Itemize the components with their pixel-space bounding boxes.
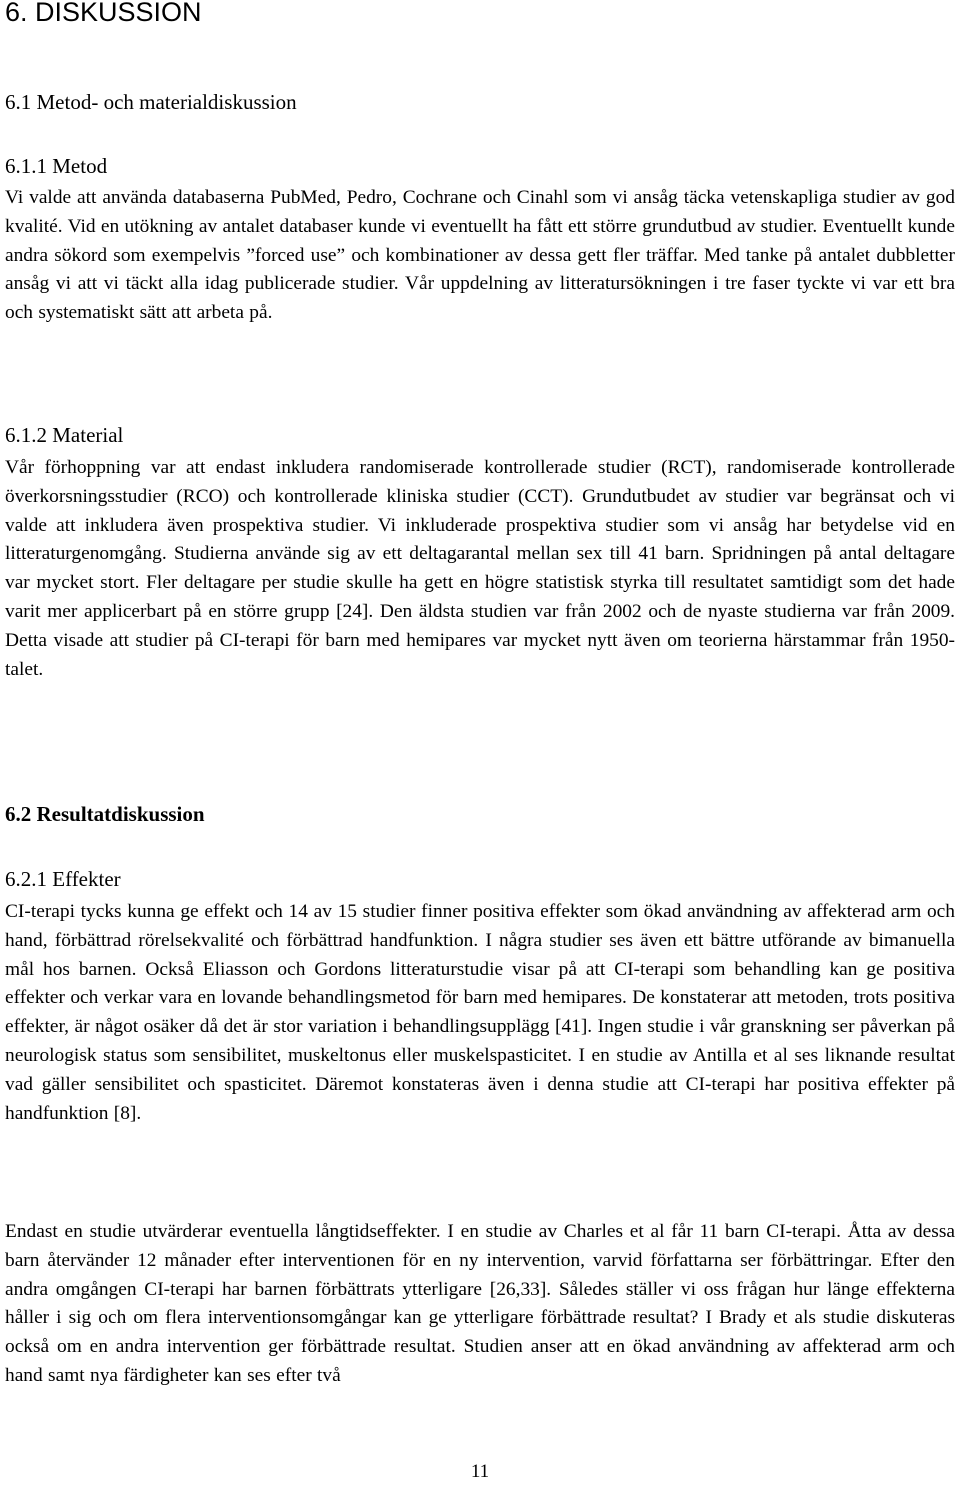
paragraph-effekter-1: CI-terapi tycks kunna ge effekt och 14 av 15 studier finner positiva effekter som ökad användning av affekterad arm och hand, förbättrad rörelsekvalité och förbättrad handfunktion. I några studier ses även ett bättre utförande av bimanuella mål hos barnen. Också Eliasson och Gordons litteraturstudie visar på att CI-terapi som behandling kan ge positiva effekter och verkar vara en lovande behandlingsmetod för barn med hemipares. De konstaterar att metoden, trots positiva effekter, är något osäker då det är stor variation i behandlingsupplägg [41]. Ingen studie i vår granskning ser påverkan på neurologisk status som sensibilitet, muskeltonus eller muskelspasticitet. I en studie av Antilla et al ses liknande resultat vad gäller sensibilitet och spasticitet. Däremot konstateras även i denna studie att CI-terapi har positiva effekter på handfunktion [8]. (5, 901, 955, 1124)
paragraph-material: Vår förhoppning var att endast inkludera randomiserade kontrollerade studier (RCT), randomiserade kontrollerade överkorsningsstudier (RCO) och kontrollerade kliniska studier (CCT). Grundutbudet av studier var begränsat och vi valde att inkludera även prospektiva studier. Vi inkluderade prospektiva studier som vi ansåg har betydelse vid en litteraturgenomgång. Studierna använde sig av ett deltagarantal mellan sex till 41 barn. Spridningen på antal deltagare var mycket stort. Fler deltagare per studie skulle ha gett en högre statistisk styrka till resultatet samtidigt som det hade varit mer applicerbart på en större grupp [24]. Den äldsta studien var från 2002 och de nyaste studierna var från 2009. Detta visade att studier på CI-terapi för barn med hemipares var mycket nytt även om teorierna härstammar från 1950-talet. (5, 457, 955, 680)
chapter-title: 6. DISKUSSION (5, 0, 202, 27)
paragraph-effekter-2: Endast en studie utvärderar eventuella långtidseffekter. I en studie av Charles et al får 11 barn CI-terapi. Åtta av dessa barn återvänder 12 månader efter interventionen för en ny intervention, varvid författarna ser förbättringar. Efter den andra omgången CI-terapi har barnen förbättrats ytterligare [26,33]. Således ställer vi oss frågan hur länge effekterna håller i sig och om flera interventionsomgångar kan ge ytterligare förbättrade resultat? I Brady et als studie diskuteras också om en andra intervention ger förbättrade resultat. Studien anser att en ökad användning av affekterad arm och hand samt nya färdigheter kan ses efter två (5, 1221, 955, 1386)
subsection-heading-effekter: 6.2.1 Effekter (5, 867, 121, 891)
paragraph-metod: Vi valde att använda databaserna PubMed, Pedro, Cochrane och Cinahl som vi ansåg täcka vetenskapliga studier av god kvalité. Vid en utökning av antalet databaser kunde vi eventuellt ha fått ett större grundutbud av studier. Eventuellt kunde andra sökord som exempelvis ”forced use” och kombinationer av dessa gett fler träffar. Med tanke på antalet dubbletter ansåg vi att vi täckt alla idag publicerade studier. Vår uppdelning av litteratursökningen i tre faser tyckte vi var ett bra och systematiskt sätt att arbeta på. (5, 187, 955, 324)
subsection-heading-material: 6.1.2 Material (5, 423, 124, 447)
subsection-heading-metod: 6.1.1 Metod (5, 154, 108, 178)
page-number: 11 (470, 1461, 490, 1482)
section-heading-metod-material: 6.1 Metod- och materialdiskussion (5, 90, 297, 114)
section-heading-resultat: 6.2 Resultatdiskussion (5, 802, 205, 826)
